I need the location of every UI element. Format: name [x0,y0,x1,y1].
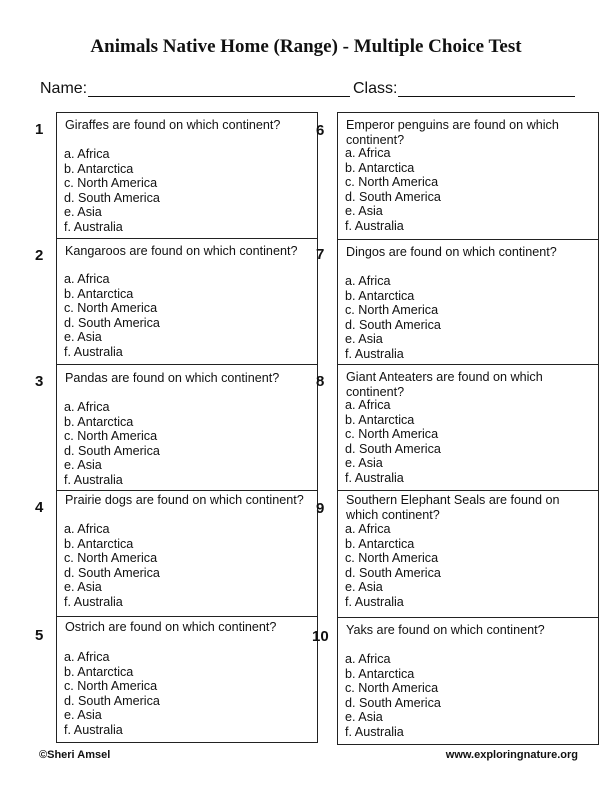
option-d[interactable]: d. South America [345,695,441,710]
question-text: Yaks are found on which continent? [346,623,545,637]
option-list [345,146,441,233]
question-text: Prairie dogs are found on which continent? [65,493,304,507]
page-title: Animals Native Home (Range) - Multiple Choice Test [90,36,522,57]
question-number: 6 [316,122,325,139]
option-list [64,272,160,359]
option-a[interactable]: a. Africa [345,398,391,412]
option-c[interactable]: c. North America [64,679,158,693]
option-b[interactable]: b. Antarctica [64,286,134,301]
option-b[interactable]: b. Antarctica [64,161,134,176]
option-b[interactable]: b. Antarctica [345,288,415,303]
option-a[interactable]: a. Africa [64,272,110,286]
option-c[interactable]: c. North America [64,429,158,443]
question-7 [316,239,599,365]
option-e[interactable]: e. Asia [64,330,102,344]
question-text: Dingos are found on which continent? [346,245,557,259]
question-number: 8 [316,373,325,390]
option-c[interactable]: c. North America [345,551,439,565]
option-f[interactable]: f. Australia [64,219,123,234]
question-5 [35,616,318,743]
class-field[interactable] [398,96,575,97]
question-3 [35,364,318,491]
option-b[interactable]: b. Antarctica [345,666,415,681]
question-text: Giraffes are found on which continent? [65,118,281,132]
name-field[interactable] [88,96,350,97]
question-number: 1 [35,121,44,138]
option-e[interactable]: e. Asia [345,332,383,346]
option-d[interactable]: d. South America [345,317,441,332]
option-d[interactable]: d. South America [64,443,160,458]
option-b[interactable]: b. Antarctica [64,414,134,429]
question-text: Ostrich are found on which continent? [65,620,277,634]
option-c[interactable]: c. North America [345,681,439,695]
option-f[interactable]: f. Australia [64,722,123,737]
question-text: Giant Anteaters are found on which continent? [346,370,543,399]
question-text: Kangaroos are found on which continent? [65,244,298,258]
option-f[interactable]: f. Australia [345,470,404,485]
option-c[interactable]: c. North America [345,427,439,441]
option-c[interactable]: c. North America [345,175,439,189]
name-label: Name: [40,80,88,97]
option-d[interactable]: d. South America [345,441,441,456]
option-d[interactable]: d. South America [64,565,160,580]
question-9 [316,490,599,618]
option-c[interactable]: c. North America [64,551,158,565]
option-b[interactable]: b. Antarctica [345,412,415,427]
option-b[interactable]: b. Antarctica [64,664,134,679]
website-link[interactable]: www.exploringnature.org [445,749,578,761]
option-list [345,652,441,739]
option-f[interactable]: f. Australia [345,346,404,361]
option-f[interactable]: f. Australia [345,594,404,609]
option-d[interactable]: d. South America [345,565,441,580]
question-2 [35,238,318,365]
option-e[interactable]: e. Asia [64,205,102,219]
option-a[interactable]: a. Africa [64,650,110,664]
option-c[interactable]: c. North America [64,301,158,315]
question-number: 7 [316,246,325,263]
question-1 [35,112,318,239]
option-e[interactable]: e. Asia [64,458,102,472]
question-number: 4 [35,499,44,516]
option-a[interactable]: a. Africa [64,400,110,414]
option-f[interactable]: f. Australia [64,344,123,359]
option-d[interactable]: d. South America [64,190,160,205]
question-text: Pandas are found on which continent? [65,371,280,385]
option-list [345,398,441,485]
option-list [64,522,160,609]
question-6 [316,112,599,240]
option-list [345,274,441,361]
option-list [64,147,160,234]
option-a[interactable]: a. Africa [64,147,110,161]
question-8 [316,364,599,491]
option-f[interactable]: f. Australia [345,218,404,233]
class-label: Class: [353,80,398,97]
option-list [345,522,441,609]
question-4 [35,490,318,617]
option-e[interactable]: e. Asia [64,580,102,594]
option-a[interactable]: a. Africa [345,146,391,160]
option-d[interactable]: d. South America [64,693,160,708]
option-a[interactable]: a. Africa [345,652,391,666]
option-d[interactable]: d. South America [64,315,160,330]
option-e[interactable]: e. Asia [345,580,383,594]
option-d[interactable]: d. South America [345,189,441,204]
option-e[interactable]: e. Asia [64,708,102,722]
question-text: Southern Elephant Seals are found on which continent? [346,493,560,522]
question-text: Emperor penguins are found on which continent? [346,118,559,147]
question-number: 2 [35,247,44,264]
option-list [64,400,160,487]
question-number: 9 [316,500,325,517]
option-f[interactable]: f. Australia [64,594,123,609]
option-a[interactable]: a. Africa [345,274,391,288]
option-e[interactable]: e. Asia [345,456,383,470]
option-f[interactable]: f. Australia [64,472,123,487]
option-c[interactable]: c. North America [64,176,158,190]
question-number: 10 [312,628,329,645]
question-number: 3 [35,373,44,390]
option-a[interactable]: a. Africa [345,522,391,536]
option-e[interactable]: e. Asia [345,710,383,724]
question-number: 5 [35,627,44,644]
option-b[interactable]: b. Antarctica [345,536,415,551]
question-10 [312,617,599,745]
copyright-notice: ©Sheri Amsel [39,749,111,761]
option-list [64,650,160,737]
option-b[interactable]: b. Antarctica [64,536,134,551]
option-f[interactable]: f. Australia [345,724,404,739]
option-c[interactable]: c. North America [345,303,439,317]
option-a[interactable]: a. Africa [64,522,110,536]
option-b[interactable]: b. Antarctica [345,160,415,175]
option-e[interactable]: e. Asia [345,204,383,218]
